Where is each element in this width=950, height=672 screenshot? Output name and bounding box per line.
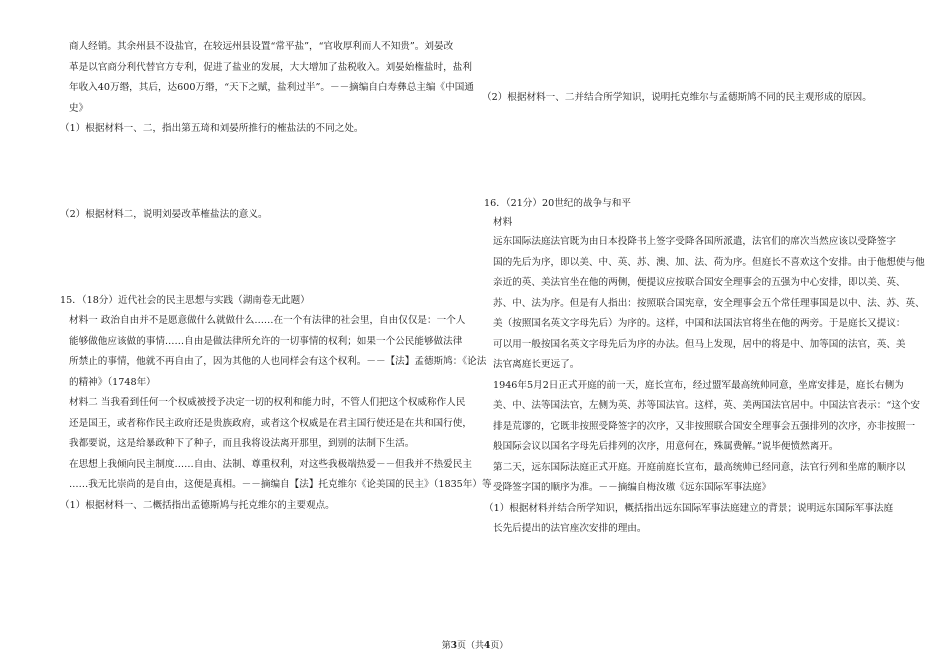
q15-material-1-line: 所禁止的事情，他就不再自由了，因为其他的人也同样会有这个权利。－－【法】孟德斯鸠：《论法 (69, 356, 487, 367)
q16-paragraph-1-line: 法官离庭长更远了。 (493, 359, 580, 370)
q14-material-line: 年收入40万缗，其后，达600万缗，“天下之赋，盐利过半”。－－摘编自白寿彝总主编《中国通 (69, 82, 474, 93)
current-page: 3 (450, 641, 457, 651)
q16-paragraph-1-line: 苏、中、法为序。但是有人指出：按照联合国宪章，安全理事会五个常任理事国是以中、法、苏、英、 (493, 298, 925, 309)
q16-paragraph-1-line: 美（按照国名英文字母先后）为序的。这样，中国和法国法官将坐在他的两旁。于是庭长又提议： (493, 318, 906, 329)
q15-subquestion-2: （2）根据材料一、二并结合所学知识，说明托克维尔与孟德斯鸠不同的民主观形成的原因。 (482, 92, 872, 103)
page-number-prefix: 第 (441, 641, 451, 651)
q16-paragraph-1-line: 可以用一般按国名英文字母先后为序的办法。但马上发现，居中的将是中、加等国的法官，英、美 (493, 339, 906, 350)
page-number-suffix: 页） (490, 641, 509, 651)
q14-material-line: 商人经销。其余州县不设盐官，在较远州县设置“常平盐”，“官收厚利而人不知贵”。刘晏改 (69, 41, 454, 52)
q16-subquestion-1: （1）根据材料并结合所学知识，概括指出远东国际军事法庭建立的背景；说明远东国际军事法庭 (484, 503, 894, 514)
total-pages: 4 (484, 641, 491, 651)
q16-heading: 16．（21分）20世纪的战争与和平 (484, 198, 631, 209)
q16-material-label: 材料 (493, 217, 513, 228)
q16-paragraph-3-line: 第二天，远东国际法庭正式开庭。开庭前庭长宣布，最高统帅已经同意，法官行列和坐席的顺序以 (493, 462, 906, 473)
q15-material-1-line: 能够做他应该做的事情……自由是做法律所允许的一切事情的权利；如果一个公民能够做法律 (69, 336, 463, 347)
q15-material-2-line: ……我无比崇尚的是自由，这便是真相。－－摘编自【法】托克维尔《论美国的民主》（1835年）等 (69, 479, 492, 490)
q16-paragraph-2-line: 排是荒谬的，它既非按照受降签字的次序，又非按照联合国安全理事会五强排列的次序，亦非按照一 (493, 421, 916, 432)
q16-subquestion-1-cont: 长先后提出的法官座次安排的理由。 (493, 523, 647, 534)
q16-paragraph-2-line: 般国际会议以国名字母先后排列的次序，用意何在，殊属费解。”说毕便愤然离开。 (493, 441, 839, 452)
q14-material-line: 史》 (69, 103, 89, 114)
q15-subquestion-1: （1）根据材料一、二概括指出孟德斯鸠与托克维尔的主要观点。 (60, 500, 335, 511)
q14-subquestion-2: （2）根据材料二，说明刘晏改革榷盐法的意义。 (60, 209, 268, 220)
page-number (0, 640, 950, 652)
q15-material-2-line: 材料二 当我看到任何一个权威被授予决定一切的权利和能力时，不管人们把这个权威称作人民 (69, 397, 466, 408)
q16-paragraph-3-line: 受降签字国的顺序为准。－－摘编自梅汝璈《远东国际军事法庭》 (493, 482, 772, 493)
q16-paragraph-2-line: 美、中、法等国法官，左侧为英、苏等国法官。这样，英、美两国法官居中。中国法官表示：“这个安 (493, 400, 921, 411)
q16-paragraph-1-line: 国的先后为序，即以美、中、英、苏、澳、加、法、荷为序。但庭长不喜欢这个安排。由于他想使与他 (493, 257, 925, 268)
q16-paragraph-2-line: 1946年5月2日正式开庭的前一天，庭长宣布，经过盟军最高统帅同意，坐席安排是，庭长右侧为 (493, 380, 904, 391)
q15-material-2-line: 我都要说，这是给暴政种下了种子，而且我将设法离开那里，到别的法制下生活。 (69, 438, 415, 449)
q15-material-1-line: 的精神》（1748年） (69, 377, 156, 388)
page-number-middle: 页（共 (456, 641, 484, 651)
q14-material-line: 革是以官商分利代替官方专利，促进了盐业的发展，大大增加了盐税收入。刘晏始権盐时，盐利 (69, 62, 472, 73)
q14-subquestion-1: （1）根据材料一、二，指出第五琦和刘晏所推行的榷盐法的不同之处。 (60, 123, 364, 134)
q15-heading: 15．（18分）近代社会的民主思想与实践（湖南卷无此题） (60, 295, 310, 306)
q16-paragraph-1-line: 远东国际法庭法官既为由日本投降书上签字受降各国所派遣，法官们的席次当然应该以受降签字 (493, 236, 896, 247)
q15-material-2-line: 在思想上我倾向民主制度……自由、法制、尊重权利，对这些我极端热爱－－但我并不热爱民主 (69, 459, 472, 470)
q15-material-2-line: 还是国王，或者称作民主政府还是贵族政府，或者这个权威是在君主国行使还是在共和国行使， (69, 418, 472, 429)
q16-paragraph-1-line: 亲近的英、美法官坐在他的两侧，便提议应按联合国安全理事会的五强为中心安排，即以美、英、 (493, 277, 906, 288)
q15-material-1-line: 材料一 政治自由并不是愿意做什么就做什么……在一个有法律的社会里，自由仅仅是：一个人 (69, 315, 466, 326)
